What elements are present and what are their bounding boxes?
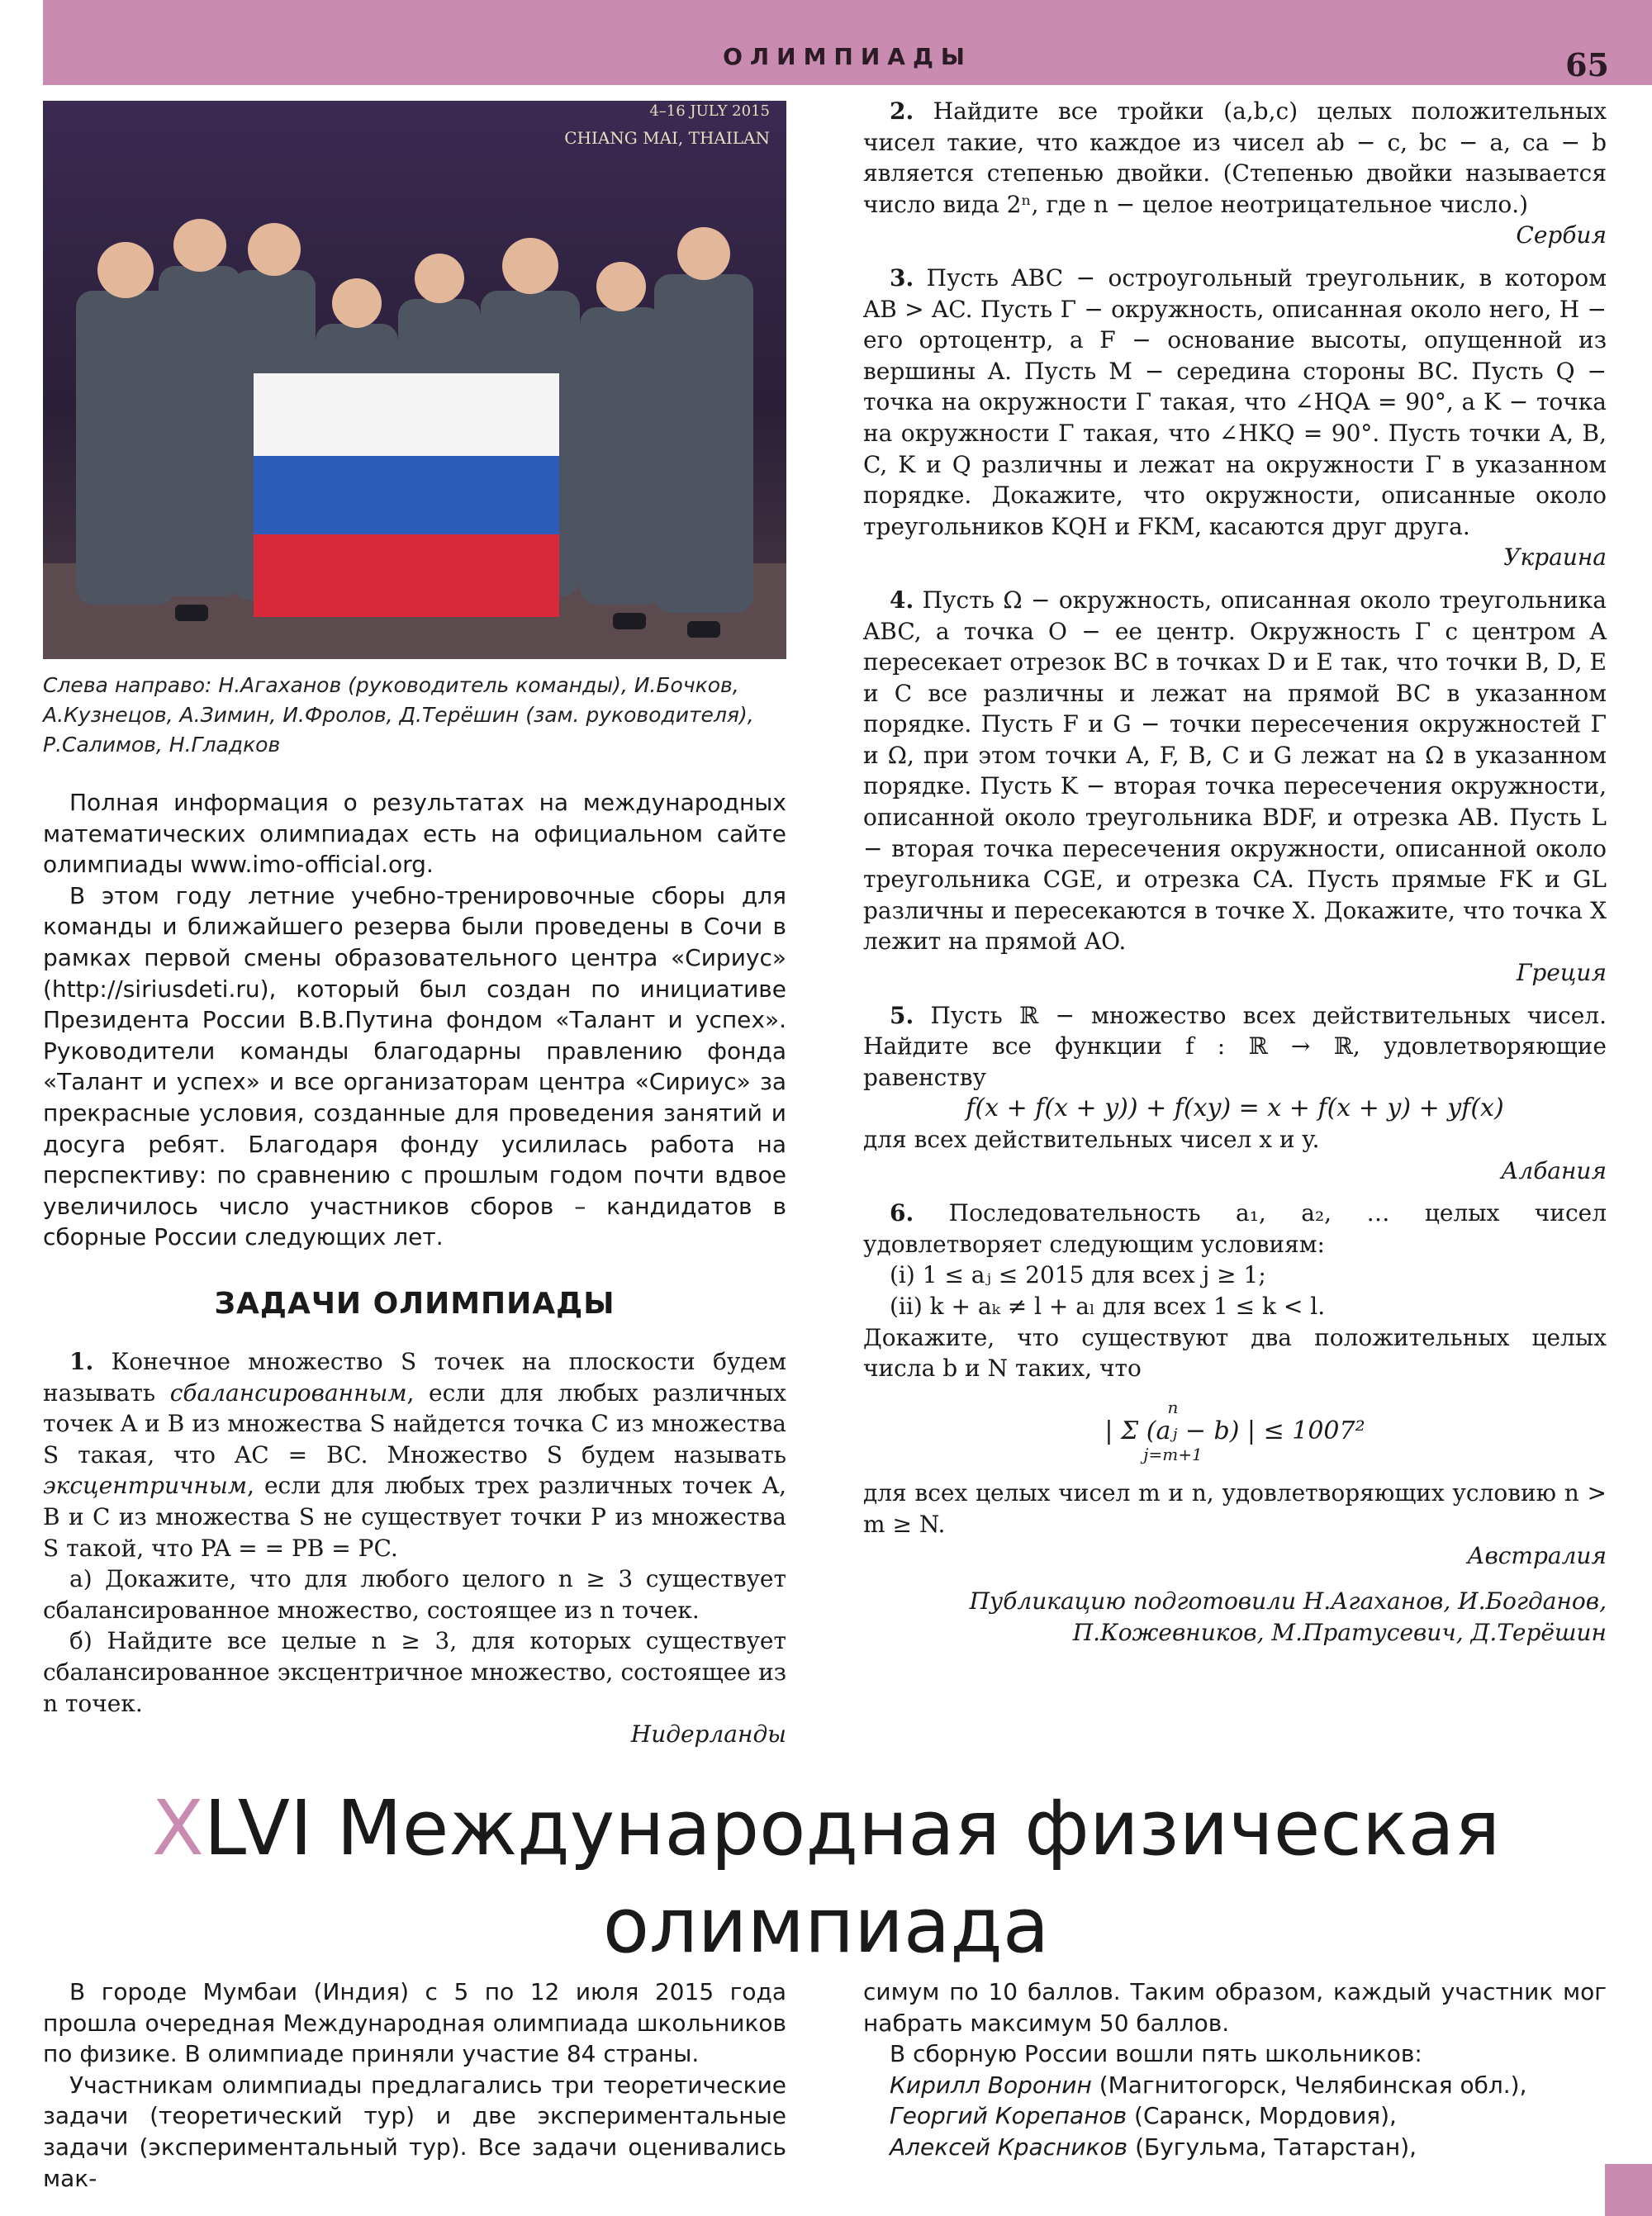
problem-3-text: Пусть ABC − остроугольный треугольник, в котором AB > AC. Пусть Γ − окружность, описанная около него, H − его ортоцентр, а F − основание высоты, опущенной из вершины A. Пусть M − середина стороны BC. Пусть Q − точка на окружности Γ такая, что ∠HQA = 90°, а K − точка на окружности Γ такая, что ∠HKQ = 90°. Пусть точки A, B, C, K и Q различны и лежат на окружности Γ в указанном порядке. Докажите, что окружности, описанные около треугольников KQH и FKM, касаются друг друга. <box>863 263 1607 540</box>
team-member-3 <box>863 2132 1607 2163</box>
problem-6-condition-1: (i) 1 ≤ aⱼ ≤ 2015 для всех j ≥ 1; <box>890 1261 1266 1289</box>
article-title <box>0 1780 1652 1975</box>
title-line-2: олимпиада <box>602 1881 1050 1970</box>
problem-1-part-b: б) Найдите все целые n ≥ 3, для которых существует сбалансированное эксцентричное множество, состоящее из n точек. <box>43 1627 786 1717</box>
problem-3-country: Украина <box>1503 543 1607 572</box>
article-left-column <box>43 1976 786 2194</box>
problem-6-text: Последовательность a₁, a₂, … целых чисел удовлетворяет следующим условиям: <box>863 1199 1607 1258</box>
problem-1-number: 1. <box>69 1348 94 1375</box>
intro-paragraph-2: В этом году летние учебно-тренировочные сборы для команды и ближайшего резерва были проведены в Сочи в рамках первой смены образовательного центра «Сириус» (http://siriusdeti.ru), который был создан по инициативе Президента России В.В.Путина фондом «Талант и успех». Руководители команды благодарны правлению фонда «Талант и успех» и все организаторам центра «Сириус» за прекрасные условия, созданные для проведения занятий и досуга ребят. Благодаря фонду усилилась работа на перспективу: по сравнению с прошлым годом почти вдвое увеличилось число участников сборов – кандидатов в сборные России следующих лет. <box>43 881 786 1251</box>
article-paragraph-1: В городе Мумбаи (Индия) с 5 по 12 июля 2015 года прошла очередная Международная олимпиада школьников по физике. В олимпиаде приняли участие 84 страны. <box>43 1978 786 2068</box>
credits-line-1: Публикацию подготовили Н.Агаханов, И.Богданов, <box>969 1587 1607 1616</box>
intro-text <box>43 787 786 1253</box>
problem-1-term-eccentric: эксцентричным <box>43 1472 248 1500</box>
problems-heading: ЗАДАЧИ ОЛИМПИАДЫ <box>214 1287 615 1321</box>
problem-1-part-a: а) Докажите, что для любого целого n ≥ 3 существует сбалансированное множество, состоящее из n точек. <box>43 1565 786 1624</box>
intro-paragraph-1: Полная информация о результатах на международных математических олимпиадах есть на официальном сайте олимпиады www.imo-official.org. <box>43 789 786 879</box>
article-paragraph-2: Участникам олимпиады предлагались три теоретические задачи (теоретический тур) и две экспериментальные задачи (экспериментальный тур). Все задачи оценивались мак- <box>43 2071 786 2192</box>
team-member-3-name: Алексей Красников <box>890 2133 1128 2161</box>
problem-5-text: Пусть ℝ − множество всех действительных чисел. Найдите все функции f : ℝ → ℝ, удовлетворяющие равенству <box>863 1001 1607 1091</box>
team-member-2 <box>863 2100 1607 2132</box>
team-member-2-name: Георгий Корепанов <box>890 2102 1127 2130</box>
problem-6-country: Австралия <box>1467 1541 1607 1569</box>
problem-2-country: Сербия <box>1516 221 1607 249</box>
title-line-1: LVI Международная физическая <box>203 1784 1501 1872</box>
problem-4-text: Пусть Ω − окружность, описанная около треугольника ABC, а точка O − ее центр. Окружность Γ с центром A пересекает отрезок BC в точках D и E так, что точки B, D, E и C все различны и лежат на прямой BC в указанном порядке. Пусть F и G − точки пересечения окружностей Γ и Ω, при этом точки A, F, B, C и G лежат на Ω в указанном порядке. Пусть K − вторая точка пересечения окружности, описанной около треугольника BDF, и отрезка AB. Пусть L − вторая точка пересечения окружности, описанной около треугольника CGE, и отрезка CA. Пусть прямые FK и GL различны и пересекаются в точке X. Докажите, что точка X лежит на прямой AO. <box>863 586 1607 956</box>
problem-6-number: 6. <box>890 1199 914 1227</box>
article-paragraph-4: В сборную России вошли пять школьников: <box>890 2040 1422 2068</box>
publication-credits <box>863 1586 1607 1648</box>
team-member-1-place: (Магнитогорск, Челябинская обл.), <box>1091 2071 1527 2099</box>
team-member-1-name: Кирилл Воронин <box>890 2071 1092 2099</box>
problem-1-text-a: Конечное множество S точек на плоскости будем называть <box>43 1348 786 1407</box>
section-title: ОЛИМПИАДЫ <box>723 43 972 70</box>
problem-6-formula-upper: n <box>1167 1397 1179 1417</box>
problem-4-number: 4. <box>890 586 914 614</box>
problem-4 <box>863 585 1607 989</box>
page-number: 65 <box>1565 46 1609 83</box>
photo-banner-line2: CHIANG MAI, THAILAN <box>564 128 770 148</box>
problem-6-text-2: Докажите, что существуют два положительных целых числа b и N таких, что <box>863 1323 1607 1383</box>
problem-5-number: 5. <box>890 1001 914 1029</box>
problem-6 <box>863 1198 1607 1571</box>
problem-1-term-balanced: сбалансированным <box>169 1378 407 1407</box>
problem-6-condition-2: (ii) k + aₖ ≠ l + aₗ для всех 1 ≤ k < l. <box>890 1292 1326 1320</box>
team-member-3-place: (Бугульма, Татарстан), <box>1127 2133 1417 2161</box>
problem-5-formula: f(x + f(x + y)) + f(xy) = x + f(x + y) + yf(x) <box>966 1094 1504 1123</box>
team-member-2-place: (Саранск, Мордовия), <box>1127 2102 1397 2130</box>
header-band <box>43 0 1652 85</box>
problem-2-text: Найдите все тройки (a,b,c) целых положительных чисел такие, что каждое из чисел ab − c, bc − a, ca − b является степенью двойки. (Степенью двойки называется число вида 2ⁿ, где n − целое неотрицательное число.) <box>863 97 1607 218</box>
problem-6-formula-main: | Σ (aⱼ − b) | ≤ 1007² <box>1104 1416 1365 1445</box>
photo-banner-line1: 4–16 JULY 2015 <box>649 102 770 120</box>
problem-5 <box>863 1000 1607 1187</box>
article-paragraph-3: симум по 10 баллов. Таким образом, каждый участник мог набрать максимум 50 баллов. <box>863 1978 1607 2037</box>
problem-6-formula-lower: j=m+1 <box>1143 1445 1203 1465</box>
problem-6-formula <box>863 1399 1607 1464</box>
problem-4-country: Греция <box>1516 959 1607 987</box>
page-corner-tab <box>1605 2164 1652 2216</box>
problem-1-text-b: , если для любых различных точек A и B из множества S найдется точка C из множества S такая, что AC = BC. Множество S будем называть <box>43 1378 786 1469</box>
problem-2-number: 2. <box>890 97 914 125</box>
russian-flag <box>254 373 559 617</box>
problem-6-after: для всех целых чисел m и n, удовлетворяющих условию n > m ≥ N. <box>863 1479 1607 1538</box>
article-right-column <box>863 1976 1607 2163</box>
problem-1-text-c: , если для любых трех различных точек A, B и C из множества S не существует точки P из множества S такой, что PA = = PB = PC. <box>43 1472 786 1562</box>
problem-3 <box>863 263 1607 573</box>
photo-caption: Слева направо: Н.Агаханов (руководитель команды), И.Бочков, А.Кузнецов, А.Зимин, И.Фролов, Д.Терёшин (зам. руководителя), Р.Салимов, Н.Гладков <box>43 673 754 757</box>
problem-5-after: для всех действительных чисел x и y. <box>863 1126 1320 1153</box>
problem-1 <box>43 1346 786 1750</box>
team-photo <box>43 101 786 659</box>
right-column <box>863 96 1607 1648</box>
team-member-1 <box>863 2070 1607 2101</box>
problem-5-country: Албания <box>1501 1156 1607 1184</box>
problem-3-number: 3. <box>890 263 914 292</box>
problem-1-country: Нидерланды <box>630 1720 786 1749</box>
credits-line-2: П.Кожевников, М.Пратусевич, Д.Терёшин <box>1072 1618 1607 1646</box>
team-photo-illustration <box>43 101 786 659</box>
title-initial: X <box>151 1784 204 1872</box>
problem-2 <box>863 96 1607 251</box>
